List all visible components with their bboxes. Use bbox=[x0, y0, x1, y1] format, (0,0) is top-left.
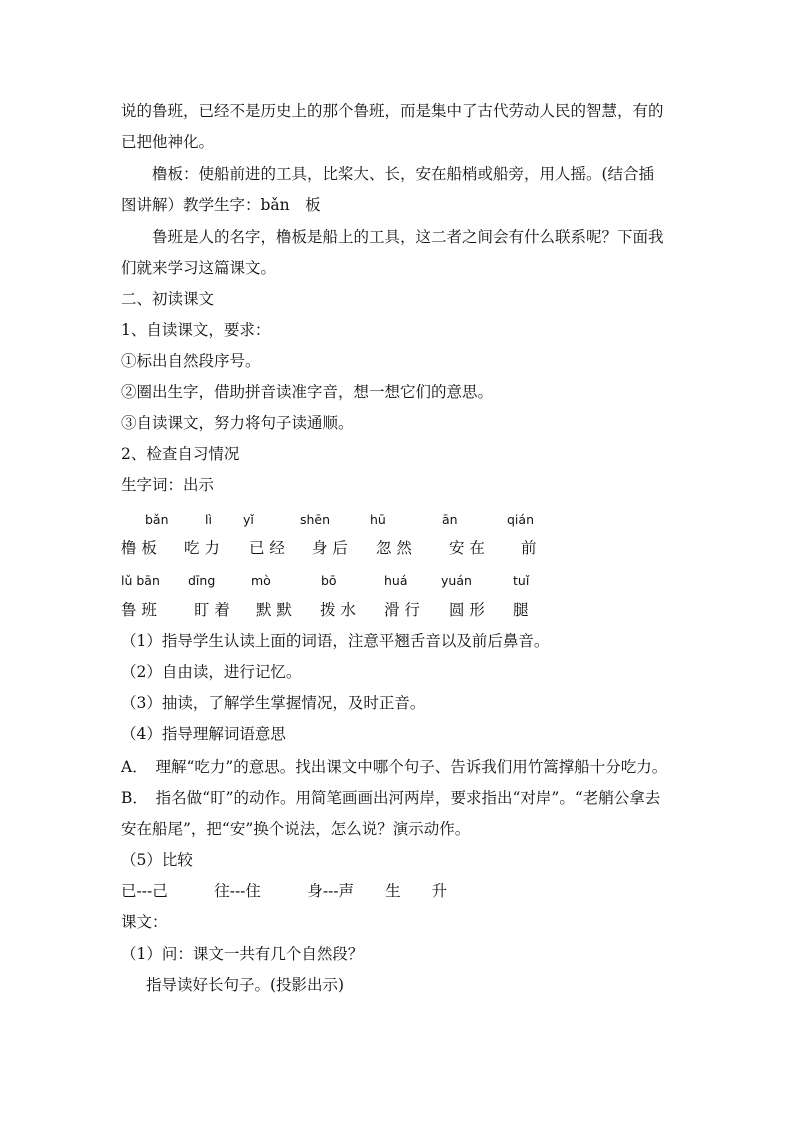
step-subitem: 安在船尾”，把“安”换个说法，怎么说？演示动作。 bbox=[121, 820, 471, 838]
pinyin: lì bbox=[205, 512, 212, 527]
vocab-word: 默 默 bbox=[256, 601, 292, 619]
step-item: 指导读好长句子。(投影出示) bbox=[146, 976, 345, 994]
pinyin: qián bbox=[507, 512, 534, 527]
vocab-word: 身 后 bbox=[312, 539, 348, 557]
vocab-word: 鲁 班 bbox=[121, 601, 157, 619]
paragraph-line: 橹板：使船前进的工具，比桨大、长，安在船梢或船旁，用人摇。(结合插 bbox=[152, 165, 655, 183]
step-subitem: A． 理解“吃力”的意思。找出课文中哪个句子、告诉我们用竹篙撑船十分吃力。 bbox=[121, 758, 668, 776]
pinyin: yǐ bbox=[243, 512, 254, 527]
subsection-heading: 2、检查自习情况 bbox=[121, 445, 240, 463]
section-heading: 二、初读课文 bbox=[121, 290, 215, 308]
step-subitem: B． 指名做“盯”的动作。用简笔画画出河两岸，要求指出“对岸”。“老艄公拿去 bbox=[121, 789, 661, 807]
vocab-word: 前 bbox=[521, 539, 537, 557]
pinyin: tuǐ bbox=[513, 573, 530, 588]
step-item: （1）指导学生认读上面的词语，注意平翘舌音以及前后鼻音。 bbox=[121, 632, 550, 650]
section-label: 课文： bbox=[121, 913, 168, 931]
step-item: （5）比较 bbox=[121, 851, 193, 869]
vocab-word: 橹 板 bbox=[121, 539, 157, 557]
vocab-word: 拨 水 bbox=[320, 601, 356, 619]
vocab-word: 滑 行 bbox=[384, 601, 420, 619]
paragraph-line: 说的鲁班，已经不是历史上的那个鲁班，而是集中了古代劳动人民的智慧，有的 bbox=[121, 102, 664, 120]
paragraph-line: 们就来学习这篇课文。 bbox=[121, 259, 277, 277]
vocab-word: 安 在 bbox=[449, 539, 485, 557]
vocab-title: 生字词：出示 bbox=[121, 476, 215, 494]
paragraph-line: 已把他神化。 bbox=[121, 133, 215, 151]
vocab-word: 已 经 bbox=[249, 539, 285, 557]
step-item: （3）抽读，了解学生掌握情况，及时正音。 bbox=[121, 694, 426, 712]
vocab-word: 盯 着 bbox=[194, 601, 230, 619]
pinyin: shēn bbox=[300, 512, 331, 527]
pinyin: bō bbox=[321, 573, 337, 588]
step-item: （1）问：课文一共有几个自然段？ bbox=[121, 945, 364, 963]
vocab-word: 吃 力 bbox=[184, 539, 220, 557]
pinyin: bǎn bbox=[145, 512, 169, 527]
compare-line: 已---己 往---住 身---声 生 升 bbox=[121, 882, 448, 900]
pinyin: hū bbox=[370, 512, 386, 527]
pinyin: mò bbox=[251, 573, 271, 588]
list-item: ①标出自然段序号。 bbox=[121, 352, 261, 370]
vocab-word: 忽 然 bbox=[376, 539, 412, 557]
pinyin: dīng bbox=[188, 573, 216, 588]
list-item: ②圈出生字，借助拼音读准字音，想一想它们的意思。 bbox=[121, 383, 494, 401]
subsection-heading: 1、自读课文，要求： bbox=[121, 321, 271, 339]
paragraph-line: 鲁班是人的名字，橹板是船上的工具，这二者之间会有什么联系呢？下面我 bbox=[152, 228, 664, 246]
pinyin: huá bbox=[384, 573, 408, 588]
paragraph-line: 图讲解）教学生字：bǎn 板 bbox=[121, 196, 321, 214]
list-item: ③自读课文，努力将句子读通顺。 bbox=[121, 414, 354, 432]
step-item: （2）自由读，进行记忆。 bbox=[121, 663, 302, 681]
pinyin: ān bbox=[442, 512, 458, 527]
vocab-word: 腿 bbox=[513, 601, 529, 619]
step-item: （4）指导理解词语意思 bbox=[121, 725, 286, 743]
pinyin: lǔ bān bbox=[121, 573, 160, 588]
pinyin: yuán bbox=[441, 573, 472, 588]
vocab-word: 圆 形 bbox=[449, 601, 485, 619]
